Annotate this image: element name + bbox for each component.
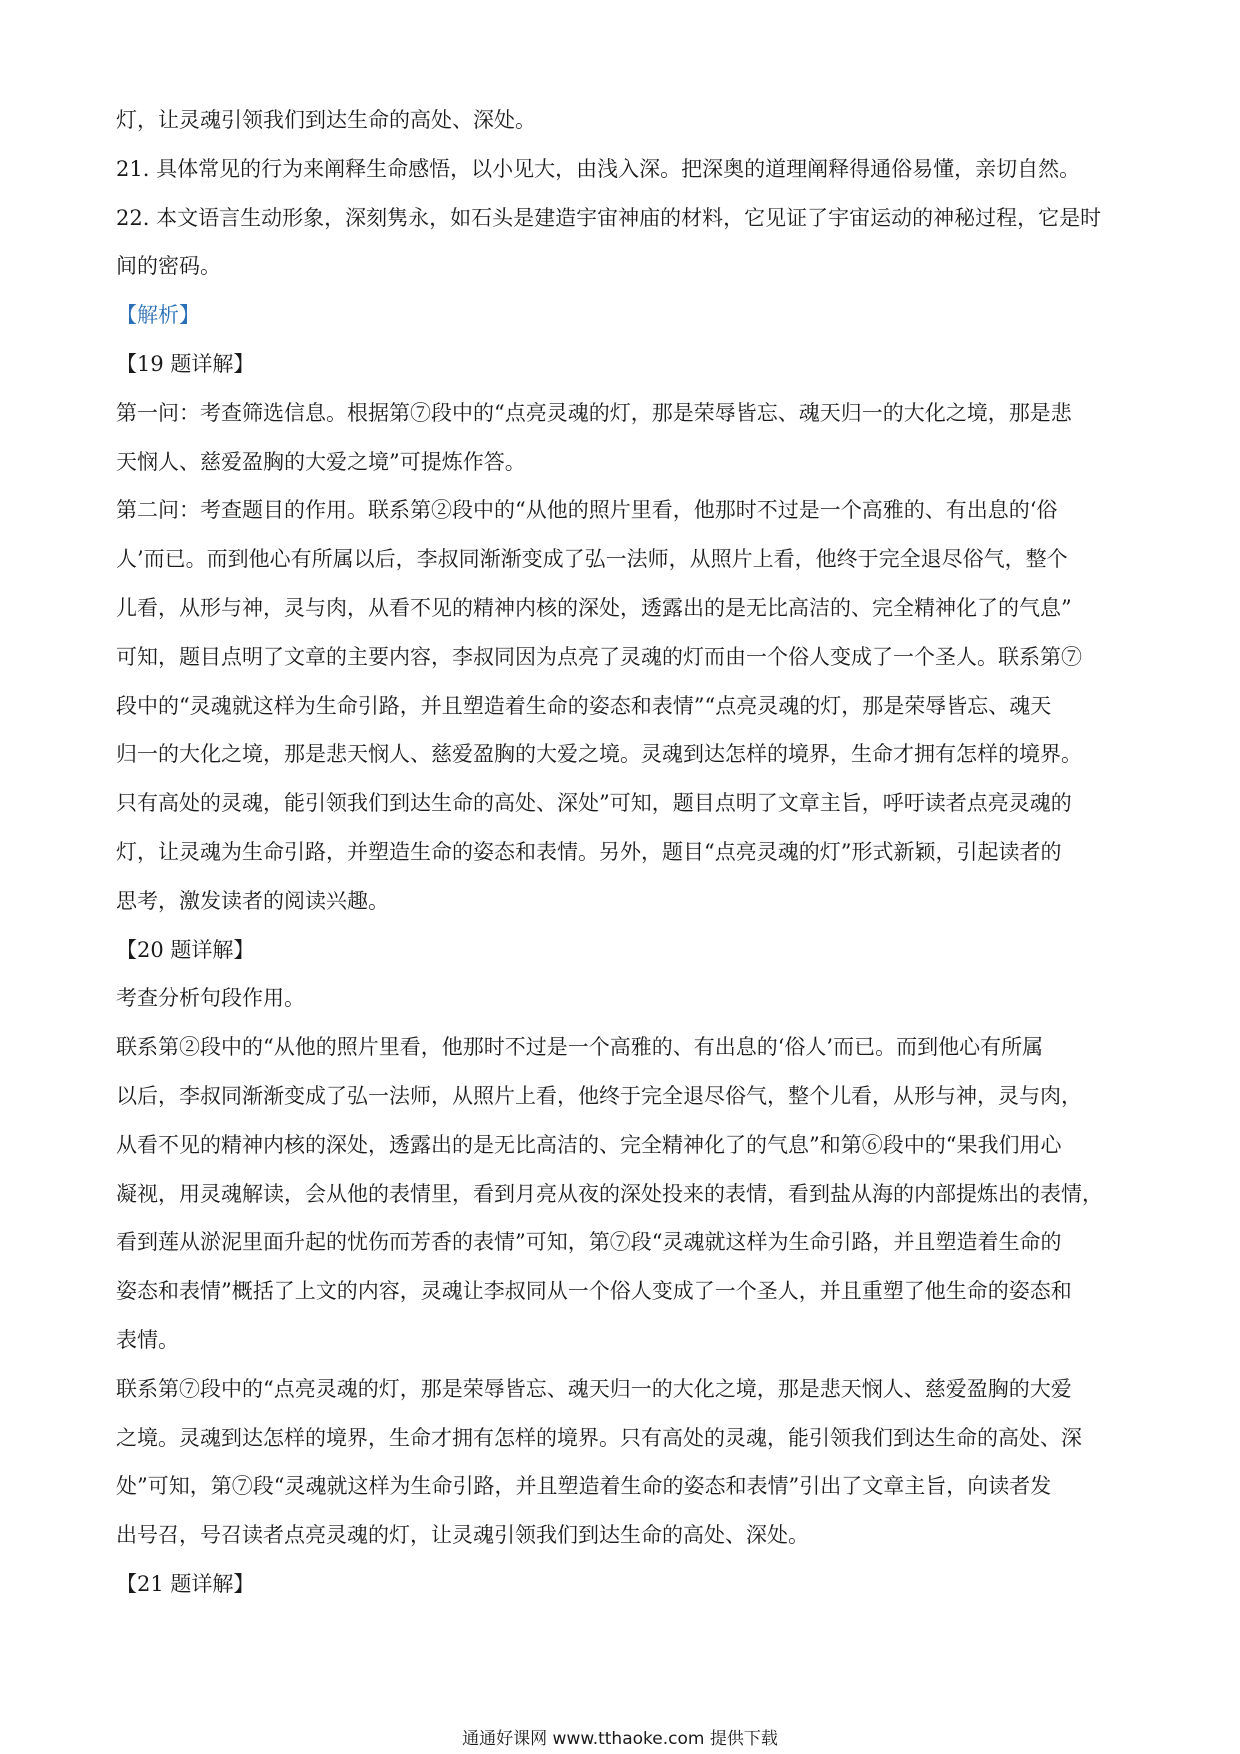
text-line: 以后，李叔同渐渐变成了弘一法师，从照片上看，他终于完全退尽俗气，整个儿看，从形与神，灵与肉，: [116, 1083, 1082, 1108]
text-line: 第二问：考查题目的作用。联系第②段中的“从他的照片里看，他那时不过是一个高雅的、有出息的‘俗: [116, 498, 1058, 523]
answer-21: 21. 具体常见的行为来阐释生命感悟，以小见大，由浅入深。把深奥的道理阐释得通俗易懂，亲切自然。: [116, 156, 1081, 181]
text-line: 联系第⑦段中的“点亮灵魂的灯，那是荣辱皆忘、魂天归一的大化之境，那是悲天悯人、慈爱盈胸的大爱: [116, 1376, 1072, 1401]
text-line: 可知，题目点明了文章的主要内容，李叔同因为点亮了灵魂的灯而由一个俗人变成了一个圣人。联系第⑦: [116, 644, 1082, 669]
text-line: 灯，让灵魂为生命引路，并塑造生命的姿态和表情。另外，题目“点亮灵魂的灯”形式新颖，引起读者的: [116, 839, 1062, 864]
text-line: 处”可知，第⑦段“灵魂就这样为生命引路，并且塑造着生命的姿态和表情”引出了文章主旨，向读者发: [116, 1474, 1052, 1499]
text-line: 凝视，用灵魂解读，会从他的表情里，看到月亮从夜的深处投来的表情，看到盐从海的内部提炼出的表情，: [116, 1181, 1103, 1206]
answer-22: 22. 本文语言生动形象，深刻隽永，如石头是建造宇宙神庙的材料，它见证了宇宙运动的神秘过程，它是时: [116, 205, 1102, 230]
text-line: 只有高处的灵魂，能引领我们到达生命的高处、深处”可知，题目点明了文章主旨，呼吁读者点亮灵魂的: [116, 791, 1072, 816]
text-line: 从看不见的精神内核的深处，透露出的是无比高洁的、完全精神化了的气息”和第⑥段中的“果我们用心: [116, 1132, 1062, 1157]
text-line: 天悯人、慈爱盈胸的大爱之境”可提炼作答。: [116, 449, 526, 474]
text-line: 出号召，号召读者点亮灵魂的灯，让灵魂引领我们到达生命的高处、深处。: [116, 1523, 809, 1548]
analysis-heading: 【解析】: [116, 303, 200, 328]
document-body: [116, 96, 1126, 1609]
text-line: 考查分析句段作用。: [116, 986, 305, 1011]
text-line: 间的密码。: [116, 254, 221, 279]
text-line: 联系第②段中的“从他的照片里看，他那时不过是一个高雅的、有出息的‘俗人’而已。而到他心有所属: [116, 1035, 1044, 1060]
text-line: 归一的大化之境，那是悲天悯人、慈爱盈胸的大爱之境。灵魂到达怎样的境界，生命才拥有怎样的境界。: [116, 742, 1082, 767]
text-line: 之境。灵魂到达怎样的境界，生命才拥有怎样的境界。只有高处的灵魂，能引领我们到达生命的高处、深: [116, 1425, 1082, 1450]
section-heading-19: 【19 题详解】: [116, 351, 255, 376]
text-line: 灯，让灵魂引领我们到达生命的高处、深处。: [116, 108, 536, 132]
text-line: 第一问：考查筛选信息。根据第⑦段中的“点亮灵魂的灯，那是荣辱皆忘、魂天归一的大化之境，那是悲: [116, 400, 1072, 425]
text-line: 看到莲从淤泥里面升起的忧伤而芳香的表情”可知，第⑦段“灵魂就这样为生命引路，并且塑造着生命的: [116, 1230, 1062, 1255]
text-line: 人’而已。而到他心有所属以后，李叔同渐渐变成了弘一法师，从照片上看，他终于完全退尽俗气，整个: [116, 547, 1068, 572]
section-heading-20: 【20 题详解】: [116, 937, 255, 962]
text-line: 思考，激发读者的阅读兴趣。: [116, 888, 389, 913]
text-line: 段中的“灵魂就这样为生命引路，并且塑造着生命的姿态和表情”“点亮灵魂的灯，那是荣辱皆忘、魂天: [116, 693, 1052, 718]
text-line: 儿看，从形与神，灵与肉，从看不见的精神内核的深处，透露出的是无比高洁的、完全精神化了的气息”: [116, 595, 1072, 620]
footer-credit: 通通好课网 www.tthaoke.com 提供下载: [462, 1729, 778, 1749]
text-line: 姿态和表情”概括了上文的内容，灵魂让李叔同从一个俗人变成了一个圣人，并且重塑了他生命的姿态和: [116, 1279, 1072, 1304]
section-heading-21: 【21 题详解】: [116, 1571, 255, 1596]
text-line: 表情。: [116, 1327, 179, 1352]
